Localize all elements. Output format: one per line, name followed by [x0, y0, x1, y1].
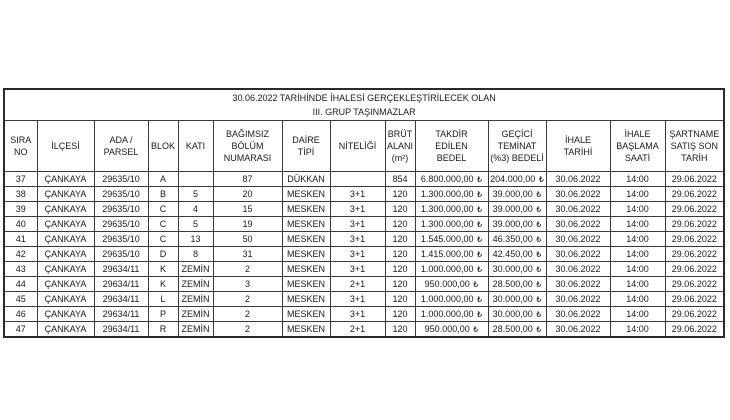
- cell-ada: 29635/10: [94, 247, 148, 262]
- cell-nitelik: 3+1: [330, 232, 385, 247]
- cell-ihale-tarihi: 30.06.2022: [546, 262, 610, 277]
- cell-blok: C: [148, 202, 178, 217]
- lira-currency-icon: ₺: [536, 204, 542, 214]
- cell-nitelik: 3+1: [330, 262, 385, 277]
- lira-currency-icon: ₺: [476, 204, 483, 214]
- cell-kat: ZEMİN: [178, 277, 213, 292]
- cell-ilce: ÇANKAYA: [37, 187, 94, 202]
- cell-saat: 14:00: [610, 232, 665, 247]
- cell-saat: 14:00: [610, 187, 665, 202]
- cell-ihale-tarihi: 30.06.2022: [546, 217, 610, 232]
- cell-daire: MESKEN: [282, 292, 330, 307]
- column-header-bagimsiz: BAĞIMSIZ BÖLÜM NUMARASI: [213, 121, 282, 172]
- cell-daire: DÜKKAN: [282, 172, 330, 187]
- column-header-saat: İHALE BAŞLAMA SAATİ: [610, 121, 665, 172]
- lira-currency-icon: ₺: [536, 309, 542, 319]
- column-header-ada: ADA / PARSEL: [94, 121, 148, 172]
- cell-saat: 14:00: [610, 247, 665, 262]
- column-header-takdir: TAKDİR EDİLEN BEDEL: [415, 121, 488, 172]
- cell-teminat: 30.000,00 ₺: [488, 292, 546, 307]
- table-body: [4, 172, 724, 338]
- cell-takdir: 1.000.000,00 ₺: [415, 262, 488, 277]
- cell-ilce: ÇANKAYA: [37, 322, 94, 338]
- cell-ilce: ÇANKAYA: [37, 277, 94, 292]
- cell-brut: 120: [385, 262, 415, 277]
- cell-nitelik: [330, 172, 385, 187]
- cell-ihale-tarihi: 30.06.2022: [546, 277, 610, 292]
- cell-blok: K: [148, 262, 178, 277]
- cell-bagimsiz: 3: [213, 277, 282, 292]
- cell-blok: C: [148, 232, 178, 247]
- cell-bagimsiz: 2: [213, 262, 282, 277]
- cell-sira: 43: [4, 262, 37, 277]
- lira-currency-icon: ₺: [536, 249, 542, 259]
- cell-saat: 14:00: [610, 322, 665, 338]
- cell-sartname: 29.06.2022: [665, 202, 724, 217]
- cell-blok: R: [148, 322, 178, 338]
- table-row: [4, 322, 724, 338]
- table-row: [4, 187, 724, 202]
- cell-takdir: 1.415.000,00 ₺: [415, 247, 488, 262]
- cell-ihale-tarihi: 30.06.2022: [546, 202, 610, 217]
- cell-ilce: ÇANKAYA: [37, 232, 94, 247]
- cell-saat: 14:00: [610, 277, 665, 292]
- cell-ada: 29635/10: [94, 172, 148, 187]
- cell-ada: 29634/11: [94, 262, 148, 277]
- cell-saat: 14:00: [610, 307, 665, 322]
- cell-nitelik: 3+1: [330, 307, 385, 322]
- lira-currency-icon: ₺: [476, 309, 483, 319]
- cell-takdir: 1.000.000,00 ₺: [415, 307, 488, 322]
- cell-ilce: ÇANKAYA: [37, 262, 94, 277]
- cell-nitelik: 3+1: [330, 217, 385, 232]
- cell-takdir: 1.000.000,00 ₺: [415, 292, 488, 307]
- table-row: [4, 262, 724, 277]
- cell-kat: 4: [178, 202, 213, 217]
- lira-currency-icon: ₺: [536, 234, 542, 244]
- cell-kat: 13: [178, 232, 213, 247]
- cell-sartname: 29.06.2022: [665, 277, 724, 292]
- cell-sartname: 29.06.2022: [665, 187, 724, 202]
- cell-blok: B: [148, 187, 178, 202]
- cell-ada: 29634/11: [94, 322, 148, 338]
- cell-sira: 47: [4, 322, 37, 338]
- cell-bagimsiz: 2: [213, 307, 282, 322]
- cell-daire: MESKEN: [282, 187, 330, 202]
- lira-currency-icon: ₺: [476, 219, 483, 229]
- cell-blok: D: [148, 247, 178, 262]
- lira-currency-icon: ₺: [476, 174, 483, 184]
- cell-kat: ZEMİN: [178, 292, 213, 307]
- cell-daire: MESKEN: [282, 202, 330, 217]
- cell-kat: ZEMİN: [178, 322, 213, 338]
- cell-nitelik: 2+1: [330, 322, 385, 338]
- cell-sartname: 29.06.2022: [665, 232, 724, 247]
- lira-currency-icon: ₺: [538, 174, 544, 184]
- column-header-blok: BLOK: [148, 121, 178, 172]
- cell-ada: 29635/10: [94, 217, 148, 232]
- cell-nitelik: 3+1: [330, 187, 385, 202]
- cell-blok: A: [148, 172, 178, 187]
- cell-teminat: 46.350,00 ₺: [488, 232, 546, 247]
- cell-ihale-tarihi: 30.06.2022: [546, 247, 610, 262]
- cell-teminat: 39.000,00 ₺: [488, 217, 546, 232]
- cell-sartname: 29.06.2022: [665, 172, 724, 187]
- cell-brut: 120: [385, 187, 415, 202]
- lira-currency-icon: ₺: [476, 234, 483, 244]
- column-header-row: [4, 121, 724, 172]
- cell-daire: MESKEN: [282, 217, 330, 232]
- cell-sira: 44: [4, 277, 37, 292]
- cell-nitelik: 3+1: [330, 202, 385, 217]
- lira-currency-icon: ₺: [536, 189, 542, 199]
- cell-brut: 120: [385, 307, 415, 322]
- cell-saat: 14:00: [610, 217, 665, 232]
- cell-brut: 120: [385, 292, 415, 307]
- cell-sartname: 29.06.2022: [665, 262, 724, 277]
- cell-brut: 120: [385, 202, 415, 217]
- cell-teminat: 42.450,00 ₺: [488, 247, 546, 262]
- cell-ihale-tarihi: 30.06.2022: [546, 232, 610, 247]
- cell-takdir: 1.545.000,00 ₺: [415, 232, 488, 247]
- lira-currency-icon: ₺: [536, 264, 542, 274]
- title-line-1: 30.06.2022 TARİHİNDE İHALESİ GERÇEKLEŞTİRİLECEK OLAN: [232, 93, 496, 103]
- cell-ihale-tarihi: 30.06.2022: [546, 307, 610, 322]
- cell-ada: 29634/11: [94, 292, 148, 307]
- cell-teminat: 204.000,00 ₺: [488, 172, 546, 187]
- table-row: [4, 247, 724, 262]
- lira-currency-icon: ₺: [536, 294, 542, 304]
- table-row: [4, 172, 724, 187]
- cell-brut: 120: [385, 217, 415, 232]
- cell-takdir: 950.000,00 ₺: [415, 277, 488, 292]
- cell-ada: 29635/10: [94, 232, 148, 247]
- cell-teminat: 30.000,00 ₺: [488, 307, 546, 322]
- cell-ilce: ÇANKAYA: [37, 217, 94, 232]
- column-header-nitelik: NİTELİĞİ: [330, 121, 385, 172]
- lira-currency-icon: ₺: [476, 264, 483, 274]
- column-header-ilce: İLÇESİ: [37, 121, 94, 172]
- table-row: [4, 232, 724, 247]
- cell-ada: 29634/11: [94, 277, 148, 292]
- cell-daire: MESKEN: [282, 262, 330, 277]
- cell-brut: 120: [385, 277, 415, 292]
- cell-sartname: 29.06.2022: [665, 292, 724, 307]
- cell-kat: ZEMİN: [178, 307, 213, 322]
- cell-sira: 38: [4, 187, 37, 202]
- cell-bagimsiz: 15: [213, 202, 282, 217]
- cell-ilce: ÇANKAYA: [37, 292, 94, 307]
- column-header-kat: KATI: [178, 121, 213, 172]
- cell-brut: 120: [385, 247, 415, 262]
- cell-brut: 854: [385, 172, 415, 187]
- lira-currency-icon: ₺: [536, 324, 542, 334]
- cell-sira: 45: [4, 292, 37, 307]
- lira-currency-icon: ₺: [473, 279, 479, 289]
- cell-bagimsiz: 87: [213, 172, 282, 187]
- lira-currency-icon: ₺: [476, 294, 483, 304]
- lira-currency-icon: ₺: [476, 189, 483, 199]
- table-title: [4, 89, 724, 121]
- cell-nitelik: 3+1: [330, 292, 385, 307]
- cell-teminat: 39.000,00 ₺: [488, 187, 546, 202]
- cell-teminat: 30.000,00 ₺: [488, 262, 546, 277]
- cell-bagimsiz: 31: [213, 247, 282, 262]
- cell-sira: 41: [4, 232, 37, 247]
- table-row: [4, 307, 724, 322]
- cell-brut: 120: [385, 232, 415, 247]
- column-header-daire: DAİRE TİPİ: [282, 121, 330, 172]
- cell-sartname: 29.06.2022: [665, 307, 724, 322]
- cell-kat: ZEMİN: [178, 262, 213, 277]
- cell-saat: 14:00: [610, 172, 665, 187]
- table-row: [4, 217, 724, 232]
- cell-ihale-tarihi: 30.06.2022: [546, 187, 610, 202]
- cell-sira: 42: [4, 247, 37, 262]
- cell-kat: [178, 172, 213, 187]
- cell-kat: 8: [178, 247, 213, 262]
- table-row: [4, 292, 724, 307]
- lira-currency-icon: ₺: [536, 279, 542, 289]
- cell-sartname: 29.06.2022: [665, 322, 724, 338]
- cell-sartname: 29.06.2022: [665, 247, 724, 262]
- cell-ilce: ÇANKAYA: [37, 307, 94, 322]
- cell-ilce: ÇANKAYA: [37, 247, 94, 262]
- cell-saat: 14:00: [610, 262, 665, 277]
- cell-ilce: ÇANKAYA: [37, 202, 94, 217]
- cell-daire: MESKEN: [282, 322, 330, 338]
- cell-ada: 29635/10: [94, 187, 148, 202]
- table-row: [4, 277, 724, 292]
- lira-currency-icon: ₺: [476, 249, 483, 259]
- cell-nitelik: 2+1: [330, 277, 385, 292]
- cell-teminat: 39.000,00 ₺: [488, 202, 546, 217]
- cell-bagimsiz: 19: [213, 217, 282, 232]
- cell-takdir: 1.300.000,00 ₺: [415, 187, 488, 202]
- cell-daire: MESKEN: [282, 232, 330, 247]
- cell-sira: 46: [4, 307, 37, 322]
- column-header-sartname: ŞARTNAME SATIŞ SON TARİH: [665, 121, 724, 172]
- cell-daire: MESKEN: [282, 277, 330, 292]
- cell-bagimsiz: 2: [213, 292, 282, 307]
- cell-kat: 5: [178, 187, 213, 202]
- cell-ada: 29634/11: [94, 307, 148, 322]
- auction-document: [3, 88, 723, 338]
- cell-kat: 5: [178, 217, 213, 232]
- cell-ihale-tarihi: 30.06.2022: [546, 292, 610, 307]
- column-header-ihale-tarihi: İHALE TARİHİ: [546, 121, 610, 172]
- property-auction-table: [3, 88, 725, 338]
- column-header-teminat: GEÇİCİ TEMİNAT (%3) BEDELİ: [488, 121, 546, 172]
- cell-takdir: 1.300.000,00 ₺: [415, 217, 488, 232]
- cell-blok: L: [148, 292, 178, 307]
- cell-daire: MESKEN: [282, 307, 330, 322]
- table-row: [4, 202, 724, 217]
- cell-sira: 39: [4, 202, 37, 217]
- lira-currency-icon: ₺: [473, 324, 479, 334]
- cell-bagimsiz: 20: [213, 187, 282, 202]
- cell-takdir: 6.800.000,00 ₺: [415, 172, 488, 187]
- cell-blok: P: [148, 307, 178, 322]
- cell-ihale-tarihi: 30.06.2022: [546, 322, 610, 338]
- column-header-brut: BRÜT ALANI (m²): [385, 121, 415, 172]
- cell-teminat: 28.500,00 ₺: [488, 322, 546, 338]
- lira-currency-icon: ₺: [536, 219, 542, 229]
- cell-blok: C: [148, 217, 178, 232]
- cell-takdir: 950.000,00 ₺: [415, 322, 488, 338]
- cell-brut: 120: [385, 322, 415, 338]
- cell-bagimsiz: 2: [213, 322, 282, 338]
- cell-saat: 14:00: [610, 202, 665, 217]
- table-title-row: [4, 89, 724, 121]
- cell-ada: 29635/10: [94, 202, 148, 217]
- cell-sartname: 29.06.2022: [665, 217, 724, 232]
- column-header-sira: SIRA NO: [4, 121, 37, 172]
- title-line-2: III. GRUP TAŞINMAZLAR: [312, 107, 416, 117]
- cell-ilce: ÇANKAYA: [37, 172, 94, 187]
- cell-daire: MESKEN: [282, 247, 330, 262]
- cell-bagimsiz: 50: [213, 232, 282, 247]
- cell-sira: 40: [4, 217, 37, 232]
- cell-takdir: 1.300.000,00 ₺: [415, 202, 488, 217]
- cell-saat: 14:00: [610, 292, 665, 307]
- cell-teminat: 28.500,00 ₺: [488, 277, 546, 292]
- cell-sira: 37: [4, 172, 37, 187]
- cell-nitelik: 3+1: [330, 247, 385, 262]
- cell-ihale-tarihi: 30.06.2022: [546, 172, 610, 187]
- cell-blok: K: [148, 277, 178, 292]
